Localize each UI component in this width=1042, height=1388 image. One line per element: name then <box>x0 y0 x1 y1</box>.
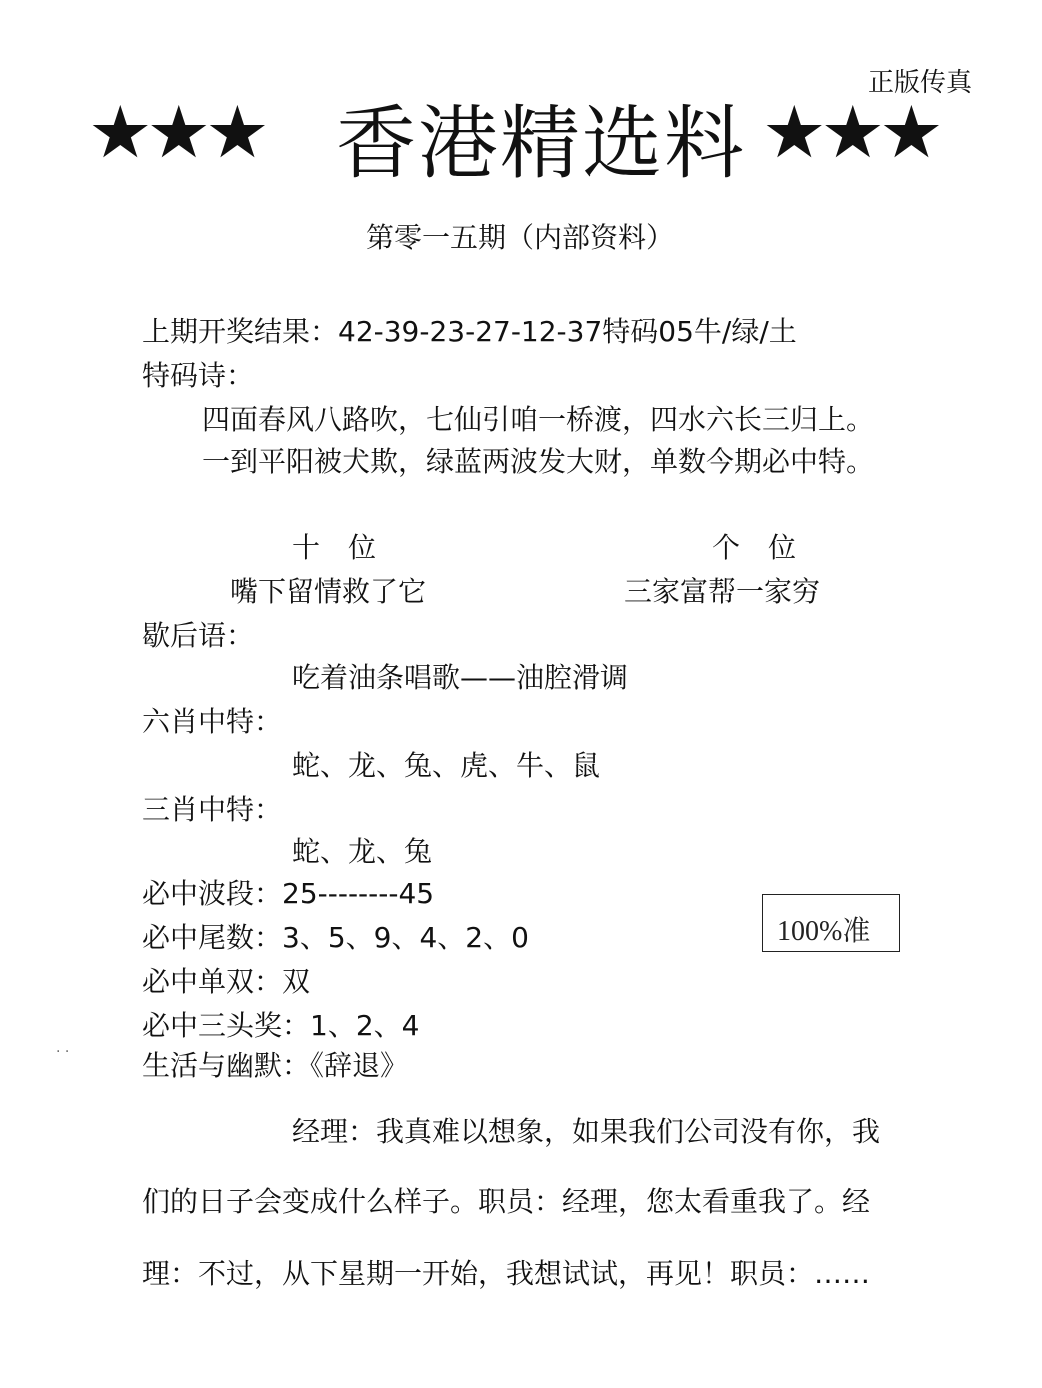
poem-line-2: 一到平阳被犬欺，绿蓝两波发大财，单数今期必中特。 <box>202 445 875 478</box>
story-line-1: 经理：我真难以想象，如果我们公司没有你，我 <box>292 1115 881 1148</box>
tail-pick: 必中尾数：3、5、9、4、2、0 <box>142 921 529 954</box>
parity-pick: 必中单双：双 <box>142 965 311 998</box>
poem-label: 特码诗： <box>142 359 255 392</box>
scan-speck: · · <box>56 1044 70 1060</box>
ones-label: 个 位 <box>712 531 797 564</box>
xiehouyu-text: 吃着油条唱歌——油腔滑调 <box>292 661 629 694</box>
poem-line-1: 四面春风八路吹，七仙引咱一桥渡，四水六长三归上。 <box>202 403 875 436</box>
story-line-3: 理：不过，从下星期一开始，我想试试，再见！职员：…… <box>142 1257 871 1290</box>
tens-label: 十 位 <box>292 531 377 564</box>
xiehouyu-label: 歇后语： <box>142 619 255 652</box>
issue-subtitle: 第零一五期（内部资料） <box>366 221 675 254</box>
page-title: 香港精选料 <box>336 97 746 190</box>
heads-pick: 必中三头奖：1、2、4 <box>142 1009 420 1042</box>
humor-title: 生活与幽默：《辞退》 <box>142 1049 409 1082</box>
six-zodiac-label: 六肖中特： <box>142 705 283 738</box>
ones-text: 三家富帮一家穷 <box>624 575 821 608</box>
three-zodiac-text: 蛇、龙、兔 <box>292 835 433 868</box>
accuracy-badge-text: 100%准 <box>777 916 871 947</box>
three-zodiac-label: 三肖中特： <box>142 793 283 826</box>
stars-left-icon: ★★★ <box>88 90 264 174</box>
six-zodiac-text: 蛇、龙、兔、虎、牛、鼠 <box>292 749 601 782</box>
tens-text: 嘴下留情救了它 <box>230 575 427 608</box>
last-result: 上期开奖结果：42-39-23-27-12-37特码05牛/绿/土 <box>142 315 797 348</box>
accuracy-badge <box>762 894 900 952</box>
wave-pick: 必中波段：25--------45 <box>142 877 435 910</box>
stars-right-icon: ★★★ <box>762 90 938 174</box>
story-line-2: 们的日子会变成什么样子。职员：经理，您太看重我了。经 <box>142 1185 871 1218</box>
edition-label: 正版传真 <box>868 68 973 98</box>
